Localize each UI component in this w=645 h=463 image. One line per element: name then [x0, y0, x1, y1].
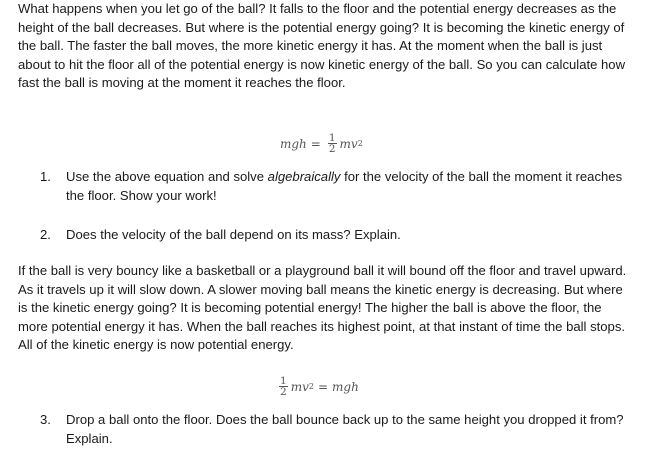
bounce-paragraph: If the ball is very bouncy like a basketball or a playground ball it will bound off the floor and travel upward. As it travels up it will slow down. A slower moving ball means the kinetic energy is decreasing. But where is the kinetic energy going? It is becoming potential energy! The higher the ball is above the floor, the more potential energy it has. When the ball reaches its highest point, at that instant of time the ball stops. All of the kinetic energy is now potential energy. — [18, 263, 627, 353]
equation-rhs: mv — [339, 136, 358, 151]
question-text-part: for the velocity of the ball the moment it reaches the floor. Show your work! — [66, 169, 623, 203]
question-2 — [40, 226, 630, 245]
question-text-part: Use the above equation and solve — [66, 169, 268, 184]
equation-rhs: mgh — [332, 379, 359, 394]
equation-equals: = — [310, 136, 321, 151]
kinetic-potential-equation — [280, 133, 363, 154]
equation-equals: = — [317, 379, 329, 394]
equation-fraction — [328, 133, 337, 154]
question-1 — [40, 168, 630, 205]
intro-paragraph: What happens when you let go of the ball? It falls to the floor and the potential energy decreases as the height of the ball decreases. But where is the potential energy going? It is becoming the kinetic energy of the ball. The faster the ball moves, the more kinetic energy it has. At the moment when the ball is just about to hit the floor all of the potential energy is now kinetic energy of the ball. So you can calculate how fast the ball is moving at the moment it reaches the floor. — [18, 1, 626, 91]
question-text: Drop a ball onto the floor. Does the ball bounce back up to the same height you dropped it from? Explain. — [66, 412, 624, 446]
fraction-denominator: 2 — [280, 386, 287, 398]
question-number: 2. — [40, 227, 51, 242]
equation-lhs: mgh — [280, 136, 307, 151]
question-3 — [40, 411, 630, 448]
equation-lhs: mv — [290, 379, 309, 394]
question-number: 3. — [40, 412, 51, 427]
equation-exponent: 2 — [308, 382, 314, 391]
fraction-numerator: 1 — [280, 375, 287, 387]
potential-kinetic-equation — [276, 376, 359, 397]
equation-fraction — [279, 376, 288, 397]
question-text: Does the velocity of the ball depend on its mass? Explain. — [66, 227, 401, 242]
question-number: 1. — [40, 169, 51, 184]
fraction-denominator: 2 — [328, 143, 336, 155]
question-emphasis: algebraically — [267, 169, 341, 184]
question-text — [66, 168, 630, 205]
equation-exponent: 2 — [357, 139, 363, 148]
fraction-numerator: 1 — [328, 132, 336, 144]
